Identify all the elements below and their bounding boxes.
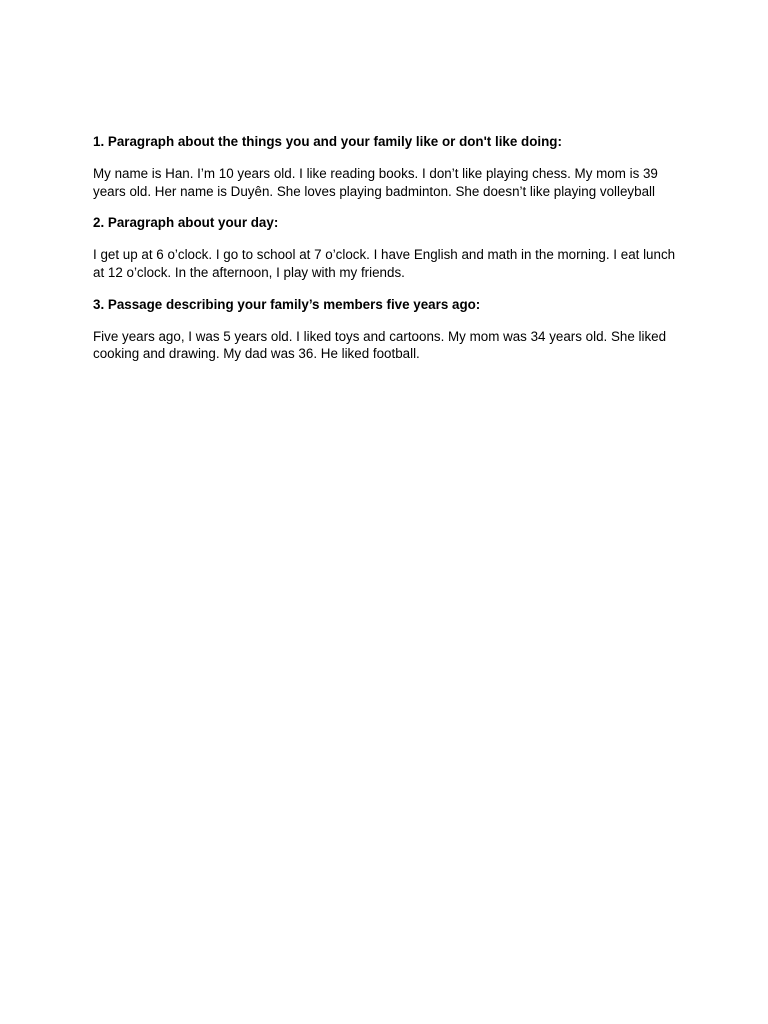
section-2-heading: 2. Paragraph about your day: — [93, 215, 279, 231]
document-content — [93, 133, 678, 363]
section-2-paragraph: I get up at 6 o’clock. I go to school at 7 o’clock. I have English and math in the morning. I eat lunch at 12 o’clock. In the afternoon, I play with my friends. — [93, 247, 676, 280]
section-3-heading: 3. Passage describing your family’s members five years ago: — [93, 296, 481, 312]
section-1-heading: 1. Paragraph about the things you and your family like or don't like doing: — [93, 134, 562, 149]
section-1-paragraph: My name is Han. I’m 10 years old. I like reading books. I don’t like playing chess. My mom is 39 years old. Her name is Duyên. She loves playing badminton. She doesn’t like playing volleyball — [93, 165, 658, 199]
section-3-paragraph: Five years ago, I was 5 years old. I liked toys and cartoons. My mom was 34 years old. She liked cooking and drawing. My dad was 36. He liked football. — [93, 328, 667, 362]
